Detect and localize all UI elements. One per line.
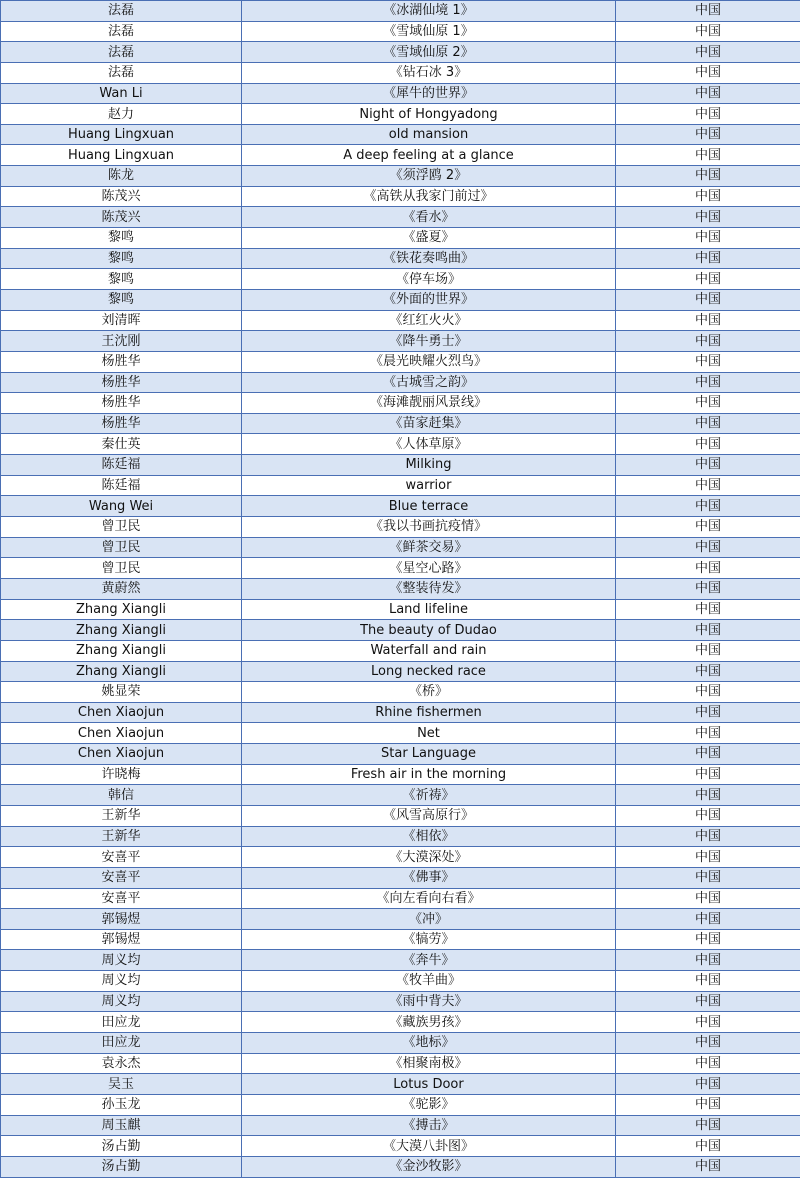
- table-row: [1, 83, 800, 104]
- author-cell: 杨胜华: [1, 393, 242, 414]
- title-cell: 《高铁从我家门前过》: [242, 186, 616, 207]
- author-cell: 王沈刚: [1, 331, 242, 352]
- table-row: [1, 351, 800, 372]
- country-cell: 中国: [616, 723, 800, 744]
- table-row: [1, 145, 800, 166]
- table-row: [1, 764, 800, 785]
- author-cell: Chen Xiaojun: [1, 702, 242, 723]
- country-cell: 中国: [616, 517, 800, 538]
- country-cell: 中国: [616, 826, 800, 847]
- author-cell: 周玉麒: [1, 1115, 242, 1136]
- title-cell: Lotus Door: [242, 1074, 616, 1095]
- entries-table-body: [1, 1, 800, 1178]
- table-row: [1, 888, 800, 909]
- title-cell: Night of Hongyadong: [242, 104, 616, 125]
- author-cell: 汤占勤: [1, 1156, 242, 1177]
- table-row: [1, 289, 800, 310]
- table-row: [1, 393, 800, 414]
- author-cell: 郭锡煜: [1, 929, 242, 950]
- title-cell: Waterfall and rain: [242, 640, 616, 661]
- title-cell: Fresh air in the morning: [242, 764, 616, 785]
- table-row: [1, 578, 800, 599]
- author-cell: 周义均: [1, 950, 242, 971]
- country-cell: 中国: [616, 847, 800, 868]
- table-row: [1, 1074, 800, 1095]
- author-cell: 吴玉: [1, 1074, 242, 1095]
- title-cell: 《地标》: [242, 1033, 616, 1054]
- title-cell: 《奔牛》: [242, 950, 616, 971]
- title-cell: 《桥》: [242, 682, 616, 703]
- country-cell: 中国: [616, 372, 800, 393]
- table-row: [1, 1094, 800, 1115]
- author-cell: 姚显荣: [1, 682, 242, 703]
- author-cell: 黎鸣: [1, 269, 242, 290]
- author-cell: 法磊: [1, 62, 242, 83]
- author-cell: 曾卫民: [1, 558, 242, 579]
- table-row: [1, 558, 800, 579]
- country-cell: 中国: [616, 42, 800, 63]
- country-cell: 中国: [616, 971, 800, 992]
- author-cell: 黎鸣: [1, 289, 242, 310]
- table-row: [1, 455, 800, 476]
- table-row: [1, 971, 800, 992]
- table-row: [1, 186, 800, 207]
- country-cell: 中国: [616, 62, 800, 83]
- title-cell: 《晨光映耀火烈鸟》: [242, 351, 616, 372]
- table-row: [1, 620, 800, 641]
- author-cell: 陈廷福: [1, 455, 242, 476]
- country-cell: 中国: [616, 805, 800, 826]
- title-cell: 《搏击》: [242, 1115, 616, 1136]
- table-row: [1, 537, 800, 558]
- table-row: [1, 599, 800, 620]
- title-cell: 《驼影》: [242, 1094, 616, 1115]
- title-cell: 《盛夏》: [242, 228, 616, 249]
- author-cell: 袁永杰: [1, 1053, 242, 1074]
- title-cell: 《看水》: [242, 207, 616, 228]
- table-row: [1, 269, 800, 290]
- title-cell: 《雨中背夫》: [242, 991, 616, 1012]
- table-row: [1, 682, 800, 703]
- author-cell: 韩信: [1, 785, 242, 806]
- country-cell: 中国: [616, 413, 800, 434]
- author-cell: Chen Xiaojun: [1, 723, 242, 744]
- country-cell: 中国: [616, 434, 800, 455]
- author-cell: 黄蔚然: [1, 578, 242, 599]
- author-cell: Chen Xiaojun: [1, 744, 242, 765]
- country-cell: 中国: [616, 228, 800, 249]
- title-cell: 《牧羊曲》: [242, 971, 616, 992]
- author-cell: 陈龙: [1, 166, 242, 187]
- table-row: [1, 950, 800, 971]
- country-cell: 中国: [616, 682, 800, 703]
- country-cell: 中国: [616, 578, 800, 599]
- author-cell: 陈茂兴: [1, 207, 242, 228]
- author-cell: 杨胜华: [1, 413, 242, 434]
- author-cell: 安喜平: [1, 888, 242, 909]
- title-cell: Long necked race: [242, 661, 616, 682]
- author-cell: 王新华: [1, 826, 242, 847]
- country-cell: 中国: [616, 248, 800, 269]
- table-row: [1, 331, 800, 352]
- country-cell: 中国: [616, 950, 800, 971]
- country-cell: 中国: [616, 537, 800, 558]
- country-cell: 中国: [616, 166, 800, 187]
- country-cell: 中国: [616, 393, 800, 414]
- title-cell: 《雪域仙原 2》: [242, 42, 616, 63]
- country-cell: 中国: [616, 1053, 800, 1074]
- table-row: [1, 62, 800, 83]
- title-cell: 《犒劳》: [242, 929, 616, 950]
- title-cell: 《相依》: [242, 826, 616, 847]
- author-cell: 曾卫民: [1, 517, 242, 538]
- author-cell: Huang Lingxuan: [1, 124, 242, 145]
- country-cell: 中国: [616, 1136, 800, 1157]
- title-cell: 《佛事》: [242, 867, 616, 888]
- table-row: [1, 372, 800, 393]
- author-cell: 汤占勤: [1, 1136, 242, 1157]
- country-cell: 中国: [616, 991, 800, 1012]
- table-row: [1, 702, 800, 723]
- country-cell: 中国: [616, 640, 800, 661]
- title-cell: 《大漠八卦图》: [242, 1136, 616, 1157]
- author-cell: 周义均: [1, 991, 242, 1012]
- country-cell: 中国: [616, 455, 800, 476]
- author-cell: 法磊: [1, 1, 242, 22]
- author-cell: Huang Lingxuan: [1, 145, 242, 166]
- country-cell: 中国: [616, 186, 800, 207]
- author-cell: 田应龙: [1, 1033, 242, 1054]
- title-cell: Net: [242, 723, 616, 744]
- title-cell: 《停车场》: [242, 269, 616, 290]
- title-cell: Land lifeline: [242, 599, 616, 620]
- country-cell: 中国: [616, 21, 800, 42]
- title-cell: Blue terrace: [242, 496, 616, 517]
- table-row: [1, 166, 800, 187]
- author-cell: Wan Li: [1, 83, 242, 104]
- author-cell: Wang Wei: [1, 496, 242, 517]
- author-cell: 法磊: [1, 21, 242, 42]
- title-cell: 《降牛勇士》: [242, 331, 616, 352]
- country-cell: 中国: [616, 269, 800, 290]
- title-cell: A deep feeling at a glance: [242, 145, 616, 166]
- author-cell: Zhang Xiangli: [1, 620, 242, 641]
- country-cell: 中国: [616, 331, 800, 352]
- country-cell: 中国: [616, 310, 800, 331]
- table-row: [1, 1033, 800, 1054]
- title-cell: 《钻石冰 3》: [242, 62, 616, 83]
- title-cell: The beauty of Dudao: [242, 620, 616, 641]
- title-cell: 《整装待发》: [242, 578, 616, 599]
- table-row: [1, 42, 800, 63]
- author-cell: 法磊: [1, 42, 242, 63]
- author-cell: 杨胜华: [1, 372, 242, 393]
- country-cell: 中国: [616, 1156, 800, 1177]
- country-cell: 中国: [616, 351, 800, 372]
- table-row: [1, 1115, 800, 1136]
- country-cell: 中国: [616, 289, 800, 310]
- table-row: [1, 104, 800, 125]
- title-cell: 《雪域仙原 1》: [242, 21, 616, 42]
- country-cell: 中国: [616, 702, 800, 723]
- country-cell: 中国: [616, 599, 800, 620]
- country-cell: 中国: [616, 888, 800, 909]
- title-cell: 《金沙牧影》: [242, 1156, 616, 1177]
- table-row: [1, 1053, 800, 1074]
- title-cell: 《风雪高原行》: [242, 805, 616, 826]
- table-row: [1, 1, 800, 22]
- author-cell: 赵力: [1, 104, 242, 125]
- country-cell: 中国: [616, 867, 800, 888]
- title-cell: 《外面的世界》: [242, 289, 616, 310]
- author-cell: 秦仕英: [1, 434, 242, 455]
- author-cell: 安喜平: [1, 867, 242, 888]
- table-row: [1, 496, 800, 517]
- table-row: [1, 909, 800, 930]
- title-cell: 《苗家赶集》: [242, 413, 616, 434]
- country-cell: 中国: [616, 1094, 800, 1115]
- table-row: [1, 517, 800, 538]
- title-cell: 《我以书画抗疫情》: [242, 517, 616, 538]
- author-cell: 黎鸣: [1, 248, 242, 269]
- table-row: [1, 310, 800, 331]
- country-cell: 中国: [616, 124, 800, 145]
- title-cell: 《祈祷》: [242, 785, 616, 806]
- country-cell: 中国: [616, 558, 800, 579]
- country-cell: 中国: [616, 785, 800, 806]
- table-row: [1, 1156, 800, 1177]
- country-cell: 中国: [616, 104, 800, 125]
- country-cell: 中国: [616, 744, 800, 765]
- table-row: [1, 826, 800, 847]
- title-cell: 《须浮鸥 2》: [242, 166, 616, 187]
- author-cell: 孙玉龙: [1, 1094, 242, 1115]
- table-row: [1, 661, 800, 682]
- title-cell: 《相聚南极》: [242, 1053, 616, 1074]
- table-row: [1, 413, 800, 434]
- country-cell: 中国: [616, 929, 800, 950]
- title-cell: 《古城雪之韵》: [242, 372, 616, 393]
- table-row: [1, 805, 800, 826]
- title-cell: 《藏族男孩》: [242, 1012, 616, 1033]
- author-cell: 周义均: [1, 971, 242, 992]
- author-cell: 安喜平: [1, 847, 242, 868]
- table-row: [1, 434, 800, 455]
- title-cell: Rhine fishermen: [242, 702, 616, 723]
- author-cell: 许晓梅: [1, 764, 242, 785]
- author-cell: Zhang Xiangli: [1, 661, 242, 682]
- table-row: [1, 785, 800, 806]
- country-cell: 中国: [616, 475, 800, 496]
- table-row: [1, 1136, 800, 1157]
- title-cell: 《大漠深处》: [242, 847, 616, 868]
- table-row: [1, 867, 800, 888]
- table-row: [1, 124, 800, 145]
- title-cell: 《海滩靓丽风景线》: [242, 393, 616, 414]
- title-cell: old mansion: [242, 124, 616, 145]
- country-cell: 中国: [616, 207, 800, 228]
- author-cell: 曾卫民: [1, 537, 242, 558]
- country-cell: 中国: [616, 1, 800, 22]
- table-row: [1, 744, 800, 765]
- author-cell: 陈茂兴: [1, 186, 242, 207]
- country-cell: 中国: [616, 145, 800, 166]
- author-cell: 田应龙: [1, 1012, 242, 1033]
- author-cell: 陈廷福: [1, 475, 242, 496]
- author-cell: 刘清晖: [1, 310, 242, 331]
- author-cell: Zhang Xiangli: [1, 640, 242, 661]
- table-row: [1, 475, 800, 496]
- country-cell: 中国: [616, 1033, 800, 1054]
- title-cell: warrior: [242, 475, 616, 496]
- author-cell: 黎鸣: [1, 228, 242, 249]
- title-cell: 《鲜茶交易》: [242, 537, 616, 558]
- title-cell: 《铁花奏鸣曲》: [242, 248, 616, 269]
- title-cell: Star Language: [242, 744, 616, 765]
- table-row: [1, 847, 800, 868]
- title-cell: 《人体草原》: [242, 434, 616, 455]
- country-cell: 中国: [616, 83, 800, 104]
- table-row: [1, 640, 800, 661]
- country-cell: 中国: [616, 661, 800, 682]
- table-row: [1, 929, 800, 950]
- country-cell: 中国: [616, 620, 800, 641]
- title-cell: Milking: [242, 455, 616, 476]
- title-cell: 《冰湖仙境 1》: [242, 1, 616, 22]
- country-cell: 中国: [616, 909, 800, 930]
- table-row: [1, 991, 800, 1012]
- title-cell: 《红红火火》: [242, 310, 616, 331]
- table-row: [1, 1012, 800, 1033]
- country-cell: 中国: [616, 764, 800, 785]
- title-cell: 《犀牛的世界》: [242, 83, 616, 104]
- title-cell: 《向左看向右看》: [242, 888, 616, 909]
- author-cell: 王新华: [1, 805, 242, 826]
- table-row: [1, 228, 800, 249]
- country-cell: 中国: [616, 1074, 800, 1095]
- country-cell: 中国: [616, 1115, 800, 1136]
- title-cell: 《星空心路》: [242, 558, 616, 579]
- country-cell: 中国: [616, 496, 800, 517]
- title-cell: 《冲》: [242, 909, 616, 930]
- table-row: [1, 723, 800, 744]
- table-row: [1, 207, 800, 228]
- author-cell: 郭锡煜: [1, 909, 242, 930]
- table-row: [1, 248, 800, 269]
- author-cell: 杨胜华: [1, 351, 242, 372]
- author-cell: Zhang Xiangli: [1, 599, 242, 620]
- country-cell: 中国: [616, 1012, 800, 1033]
- table-row: [1, 21, 800, 42]
